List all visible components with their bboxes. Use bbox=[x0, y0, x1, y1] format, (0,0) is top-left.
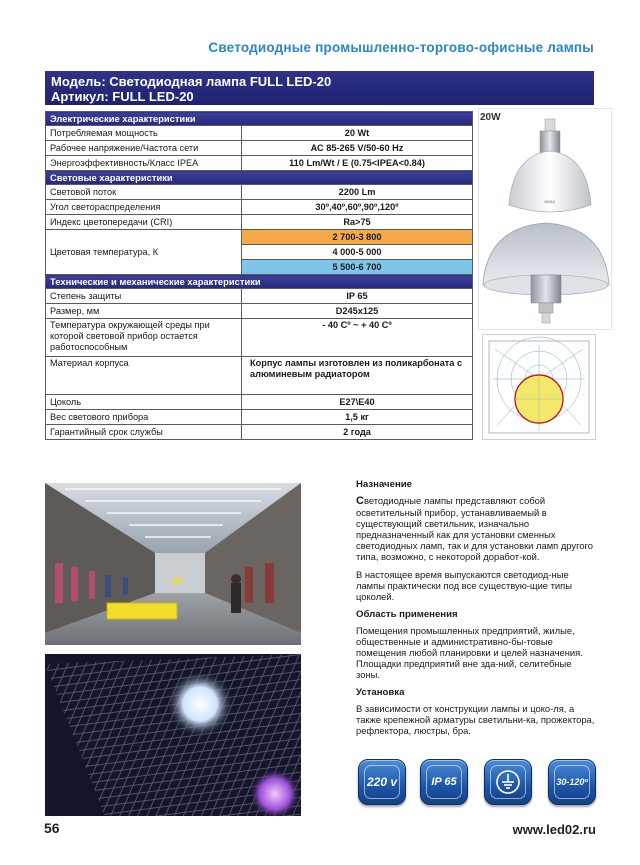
model-banner bbox=[45, 71, 594, 105]
spec-value: 20 Wt bbox=[242, 126, 473, 141]
spec-label: Гарантийный срок службы bbox=[46, 425, 242, 440]
spec-label: Цоколь bbox=[46, 395, 242, 410]
table-row bbox=[46, 141, 473, 156]
table-row bbox=[46, 200, 473, 215]
spec-label: Материал корпуса bbox=[46, 357, 242, 395]
table-row bbox=[46, 304, 473, 319]
table-row bbox=[46, 215, 473, 230]
page-header-title: Светодиодные промышленно-торгово-офисные лампы bbox=[208, 40, 594, 55]
purpose-text: ветодиодные лампы представляют собой осветительный прибор, устанавливаемый в существующий светильник, изначально предназначенный как для установки сменных светодиодных ламп, так и для установки ламп другого типа, возможно, с некоторой доработ-кой. bbox=[356, 495, 593, 562]
light-distribution-diagram bbox=[482, 334, 596, 440]
specs-table bbox=[45, 111, 473, 440]
spec-label: Энергоэффективность/Класс IPEA bbox=[46, 156, 242, 171]
spec-label: Потребляемая мощность bbox=[46, 126, 242, 141]
purpose-heading: Назначение bbox=[356, 479, 412, 490]
lamp-illustration bbox=[479, 109, 613, 331]
spec-value: 2 года bbox=[242, 425, 473, 440]
table-row bbox=[46, 289, 473, 304]
model-name: Модель: Светодиодная лампа FULL LED-20 bbox=[51, 74, 332, 89]
ground-icon bbox=[495, 769, 521, 795]
spec-value: E27\E40 bbox=[242, 395, 473, 410]
section-title: Электрические характеристики bbox=[46, 112, 473, 126]
usage-paragraph: Помещения промышленных предприятий, жилые, общественные и административно-бы-товые помещения любой планировки и целей назначения. Площадки предприятий вне зда-ний, селитебные зоны. bbox=[356, 625, 583, 680]
spec-value: - 40 Cº ~ + 40 Cº bbox=[242, 319, 473, 357]
section-electric bbox=[46, 112, 473, 126]
website-url: www.led02.ru bbox=[512, 822, 596, 837]
angle-badge-text: 30-120º bbox=[556, 777, 588, 787]
spec-value: АС 85-265 V/50-60 Hz bbox=[242, 141, 473, 156]
section-title: Световые характеристики bbox=[46, 171, 473, 185]
usage-heading: Область применения bbox=[356, 609, 458, 620]
angle-badge bbox=[548, 759, 596, 805]
spec-label: Температура окружающей среды при которой световой прибор остается работоспособным bbox=[46, 319, 242, 357]
spec-label: Степень защиты bbox=[46, 289, 242, 304]
article-number: Артикул: FULL LED-20 bbox=[51, 89, 194, 104]
spec-label: Индекс цветопередачи (CRI) bbox=[46, 215, 242, 230]
spec-value: Ra>75 bbox=[242, 215, 473, 230]
table-row bbox=[46, 357, 473, 395]
spec-label: Размер, мм bbox=[46, 304, 242, 319]
spec-label: Вес светового прибора bbox=[46, 410, 242, 425]
spec-value: D245x125 bbox=[242, 304, 473, 319]
feature-badges bbox=[358, 759, 598, 809]
table-row bbox=[46, 126, 473, 141]
spec-value: 2200 Lm bbox=[242, 185, 473, 200]
section-light bbox=[46, 171, 473, 185]
install-paragraph: В зависимости от конструкции лампы и цоко-ля, а также крепежной арматуры светильни-ка, прожектора, рефлектора, люстры, бра. bbox=[356, 703, 595, 736]
voltage-badge bbox=[358, 759, 406, 805]
section-title: Технические и механические характеристики bbox=[46, 275, 473, 289]
photo-mall-interior bbox=[45, 483, 301, 645]
table-row bbox=[46, 230, 473, 245]
spec-value: 110 Lm/Wt / E (0.75<IPEA<0.84) bbox=[242, 156, 473, 171]
polar-chart-icon bbox=[483, 335, 597, 441]
ip-badge bbox=[420, 759, 468, 805]
spec-label: Рабочее напряжение/Частота сети bbox=[46, 141, 242, 156]
ground-badge bbox=[484, 759, 532, 805]
power-tag: 20W bbox=[480, 112, 501, 123]
drop-cap: С bbox=[356, 495, 364, 507]
section-tech bbox=[46, 275, 473, 289]
product-image-panel bbox=[478, 108, 612, 330]
cct-cool: 5 500-6 700 bbox=[242, 260, 473, 275]
voltage-badge-text: 220 v bbox=[366, 775, 398, 789]
description-block bbox=[356, 479, 596, 743]
cct-neutral: 4 000-5 000 bbox=[242, 245, 473, 260]
install-heading: Установка bbox=[356, 687, 405, 698]
ip-badge-text: IP 65 bbox=[431, 776, 457, 788]
table-row bbox=[46, 156, 473, 171]
table-row bbox=[46, 425, 473, 440]
spec-label: Цветовая температура, К bbox=[46, 230, 242, 275]
table-row bbox=[46, 395, 473, 410]
page-number: 56 bbox=[44, 820, 60, 836]
purpose-paragraph-2: В настоящее время выпускаются светодиод-ные лампы практически под все существую-щие типы цоколей. bbox=[356, 569, 572, 602]
cct-warm: 2 700-3 800 bbox=[242, 230, 473, 245]
svg-text:M3AC: M3AC bbox=[544, 199, 556, 204]
spec-value: Корпус лампы изготовлен из поликарбоната с алюминевым радиатором bbox=[242, 357, 473, 395]
spec-label: Световой поток bbox=[46, 185, 242, 200]
spec-value: 30º,40º,60º,90º,120º bbox=[242, 200, 473, 215]
photo-ceiling-lights bbox=[45, 654, 301, 816]
purpose-paragraph bbox=[356, 495, 596, 562]
table-row bbox=[46, 410, 473, 425]
table-row bbox=[46, 185, 473, 200]
spec-value: IP 65 bbox=[242, 289, 473, 304]
spec-value: 1,5 кг bbox=[242, 410, 473, 425]
table-row bbox=[46, 319, 473, 357]
ceiling-photo-illustration bbox=[45, 654, 301, 816]
spec-label: Угол светораспределения bbox=[46, 200, 242, 215]
mall-photo-illustration bbox=[45, 483, 301, 645]
